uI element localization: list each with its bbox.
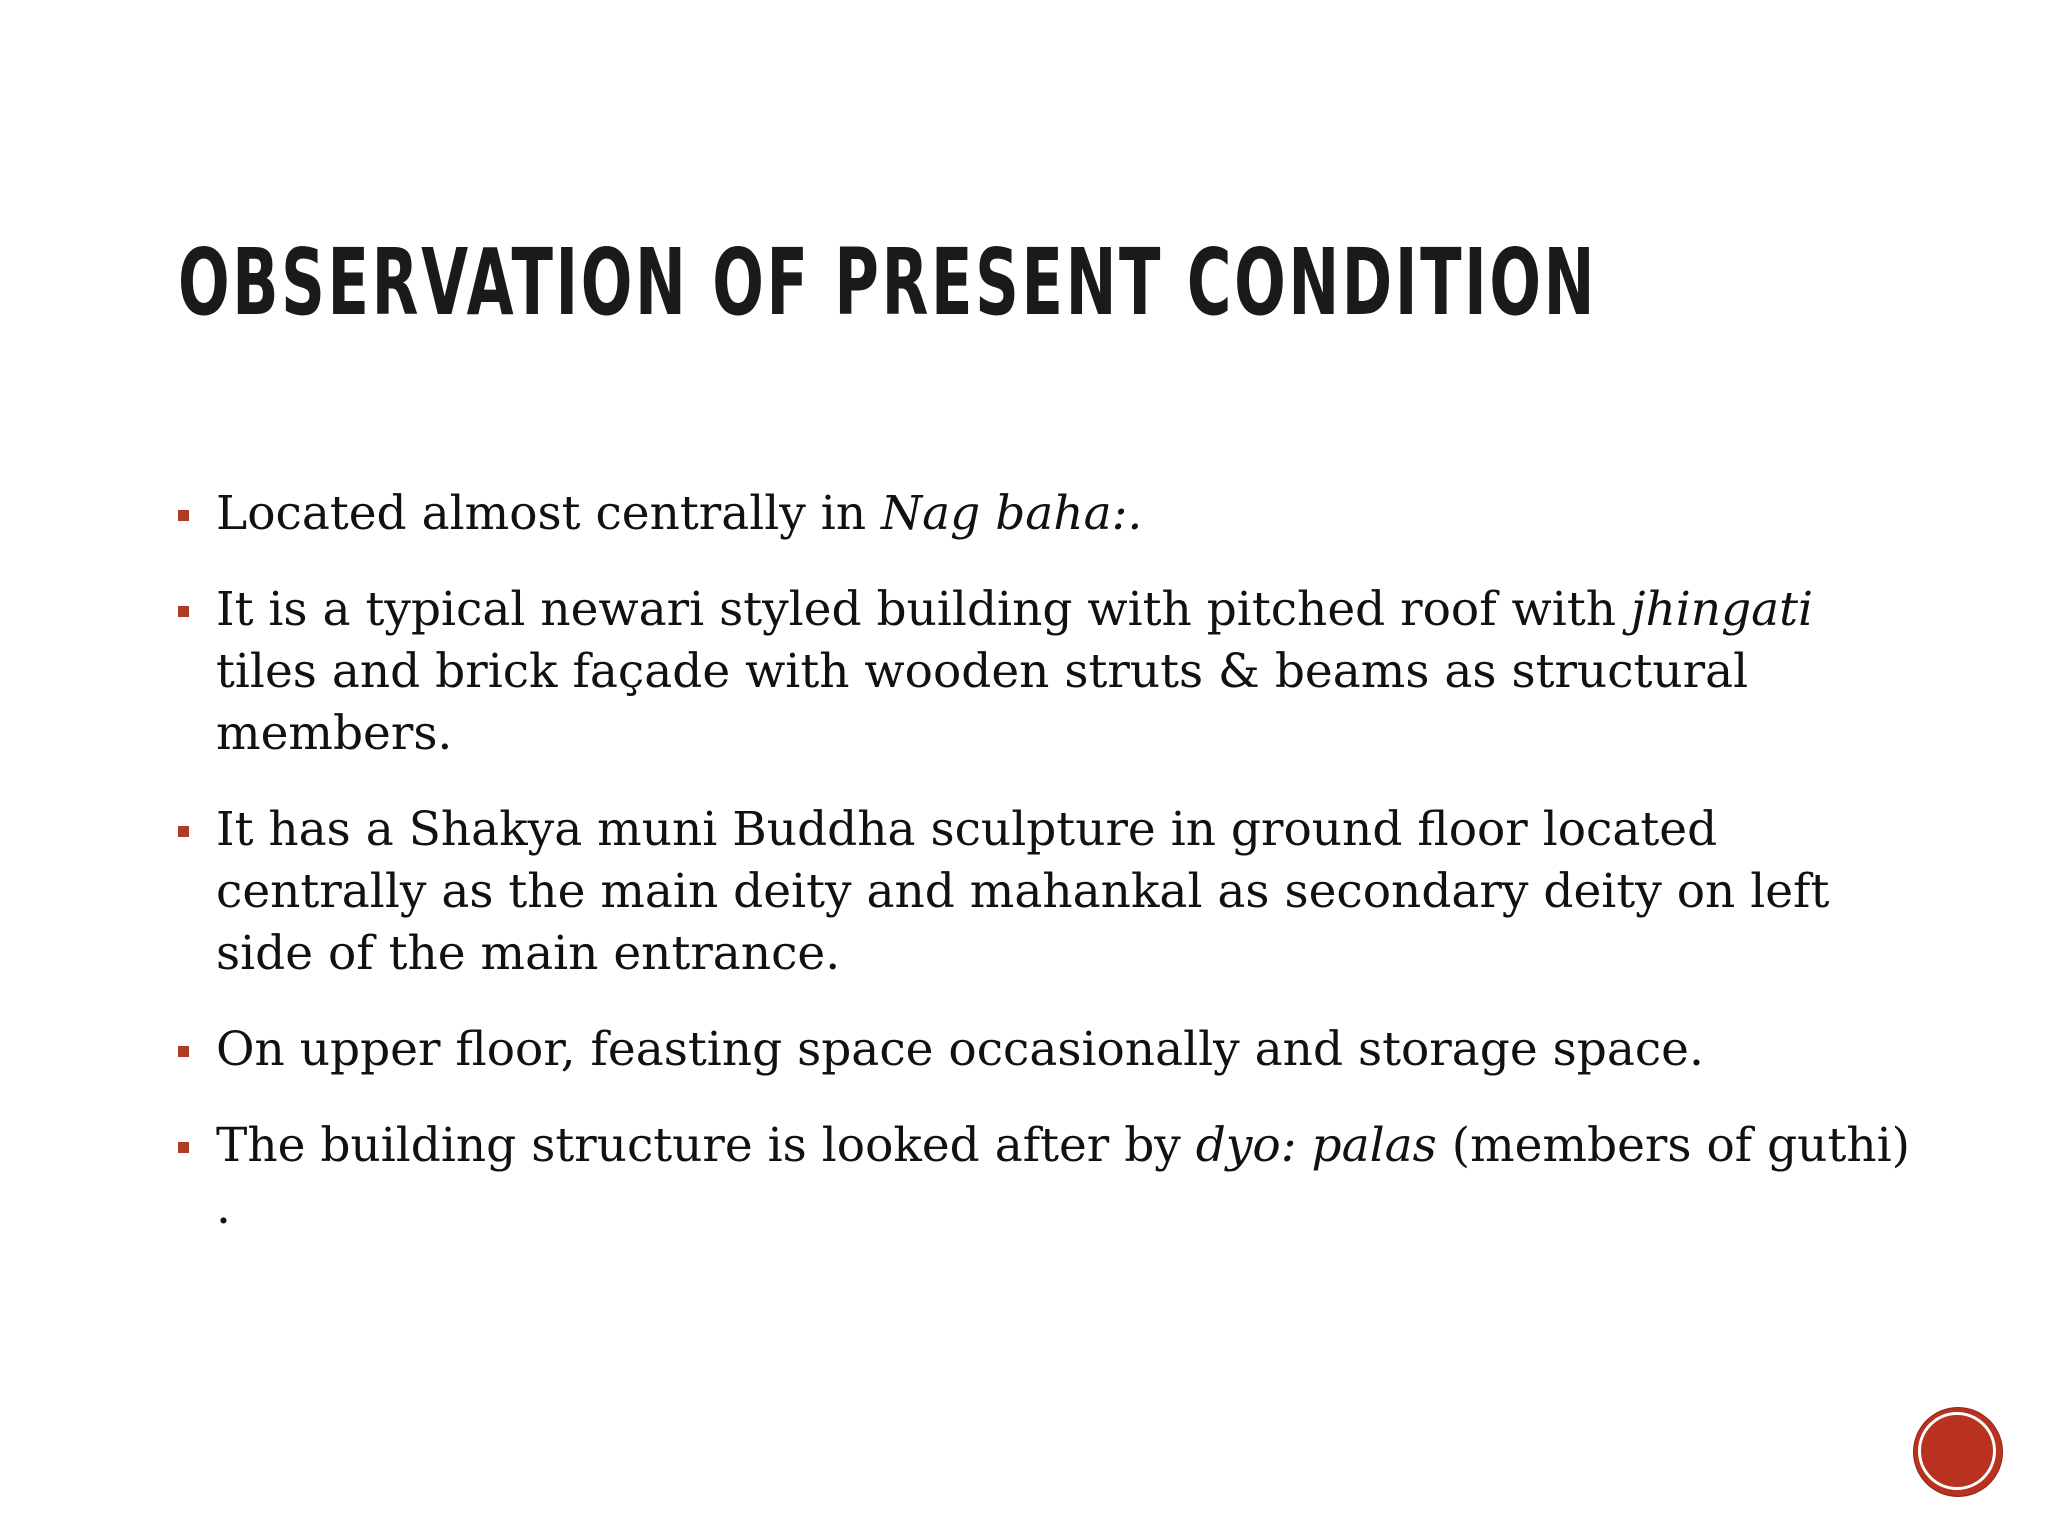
bullet-text-italic: Nag baha:. <box>881 486 1143 541</box>
bullet-square-icon <box>178 606 189 617</box>
bullet-text: (members of guthi) . <box>216 1118 1910 1235</box>
bullet-item <box>178 1115 1918 1239</box>
bullet-item <box>178 1019 1918 1081</box>
bullet-text-italic: dyo: palas <box>1195 1118 1437 1173</box>
bullet-square-icon <box>178 510 189 521</box>
circle-button-icon <box>1918 1412 1996 1490</box>
bullet-item <box>178 579 1918 765</box>
bullet-square-icon <box>178 826 189 837</box>
bullet-list <box>178 483 1918 1273</box>
bullet-square-icon <box>178 1046 189 1057</box>
bullet-text: On upper floor, feasting space occasionally and storage space. <box>216 1022 1704 1077</box>
slide-title: OBSERVATION OF PRESENT CONDITION <box>178 229 1598 336</box>
bullet-text: It has a Shakya muni Buddha sculpture in ground floor located centrally as the main deity and mahankal as secondary deity on left side of the main entrance. <box>216 802 1830 981</box>
bullet-text: The building structure is looked after by <box>216 1118 1196 1173</box>
bullet-text-italic: jhingati <box>1630 582 1814 637</box>
bullet-text: tiles and brick façade with wooden struts & beams as structural members. <box>216 644 1749 761</box>
bullet-text: It is a typical newari styled building with pitched roof with <box>216 582 1631 637</box>
bullet-item <box>178 799 1918 985</box>
bullet-item <box>178 483 1918 545</box>
bullet-text: Located almost centrally in <box>216 486 882 541</box>
slide-nav-button[interactable] <box>1914 1408 2002 1496</box>
bullet-square-icon <box>178 1142 189 1153</box>
